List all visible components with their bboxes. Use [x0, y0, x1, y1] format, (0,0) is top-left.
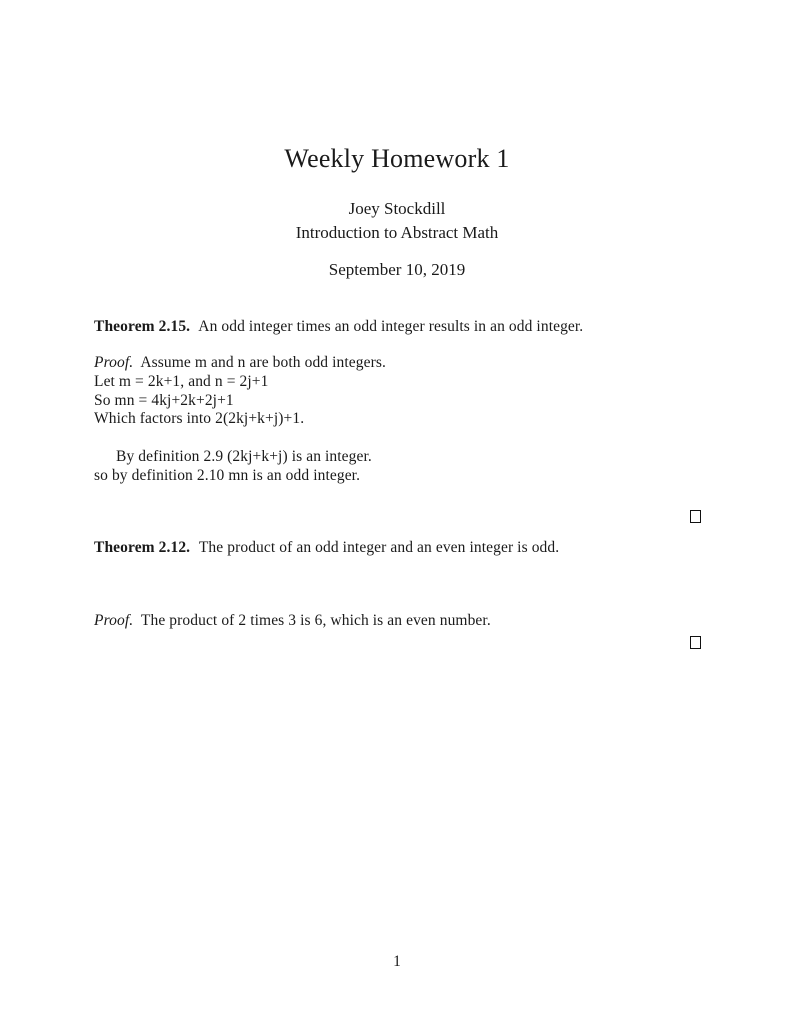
qed-box-icon [690, 636, 701, 649]
proof-line [94, 612, 704, 631]
proof-2-12 [94, 612, 704, 631]
proof-line [94, 354, 704, 373]
qed-box-icon [690, 510, 701, 523]
proof-label: Proof. [94, 354, 134, 371]
theorem-statement: An odd integer times an odd integer results in an odd integer. [198, 318, 584, 335]
document-title: Weekly Homework 1 [284, 144, 510, 173]
proof-line: By definition 2.9 (2kj+k+j) is an integer. [116, 448, 372, 465]
theorem-statement: The product of an odd integer and an even integer is odd. [198, 539, 560, 556]
proof-line: Which factors into 2(2kj+k+j)+1. [94, 410, 305, 428]
proof-conclusion-2-15 [94, 448, 704, 486]
author-block [0, 197, 794, 245]
theorem-label: Theorem 2.15. [94, 318, 191, 335]
theorem-2-12 [94, 539, 704, 558]
course-name: Introduction to Abstract Math [295, 223, 499, 242]
document-date: September 10, 2019 [328, 260, 466, 279]
proof-2-15 [94, 354, 704, 429]
proof-text: The product of 2 times 3 is 6, which is an even number. [140, 612, 491, 629]
theorem-label: Theorem 2.12. [94, 539, 191, 556]
theorem-2-15 [94, 318, 704, 337]
author-name: Joey Stockdill [348, 199, 446, 218]
page-number: 1 [393, 953, 401, 970]
proof-line: So mn = 4kj+2k+2j+1 [94, 391, 234, 409]
proof-line: so by definition 2.10 mn is an odd integer. [94, 466, 361, 484]
proof-line: Let m = 2k+1, and n = 2j+1 [94, 372, 269, 390]
proof-label: Proof. [94, 612, 134, 629]
proof-text: Assume m and n are both odd integers. [140, 354, 386, 371]
